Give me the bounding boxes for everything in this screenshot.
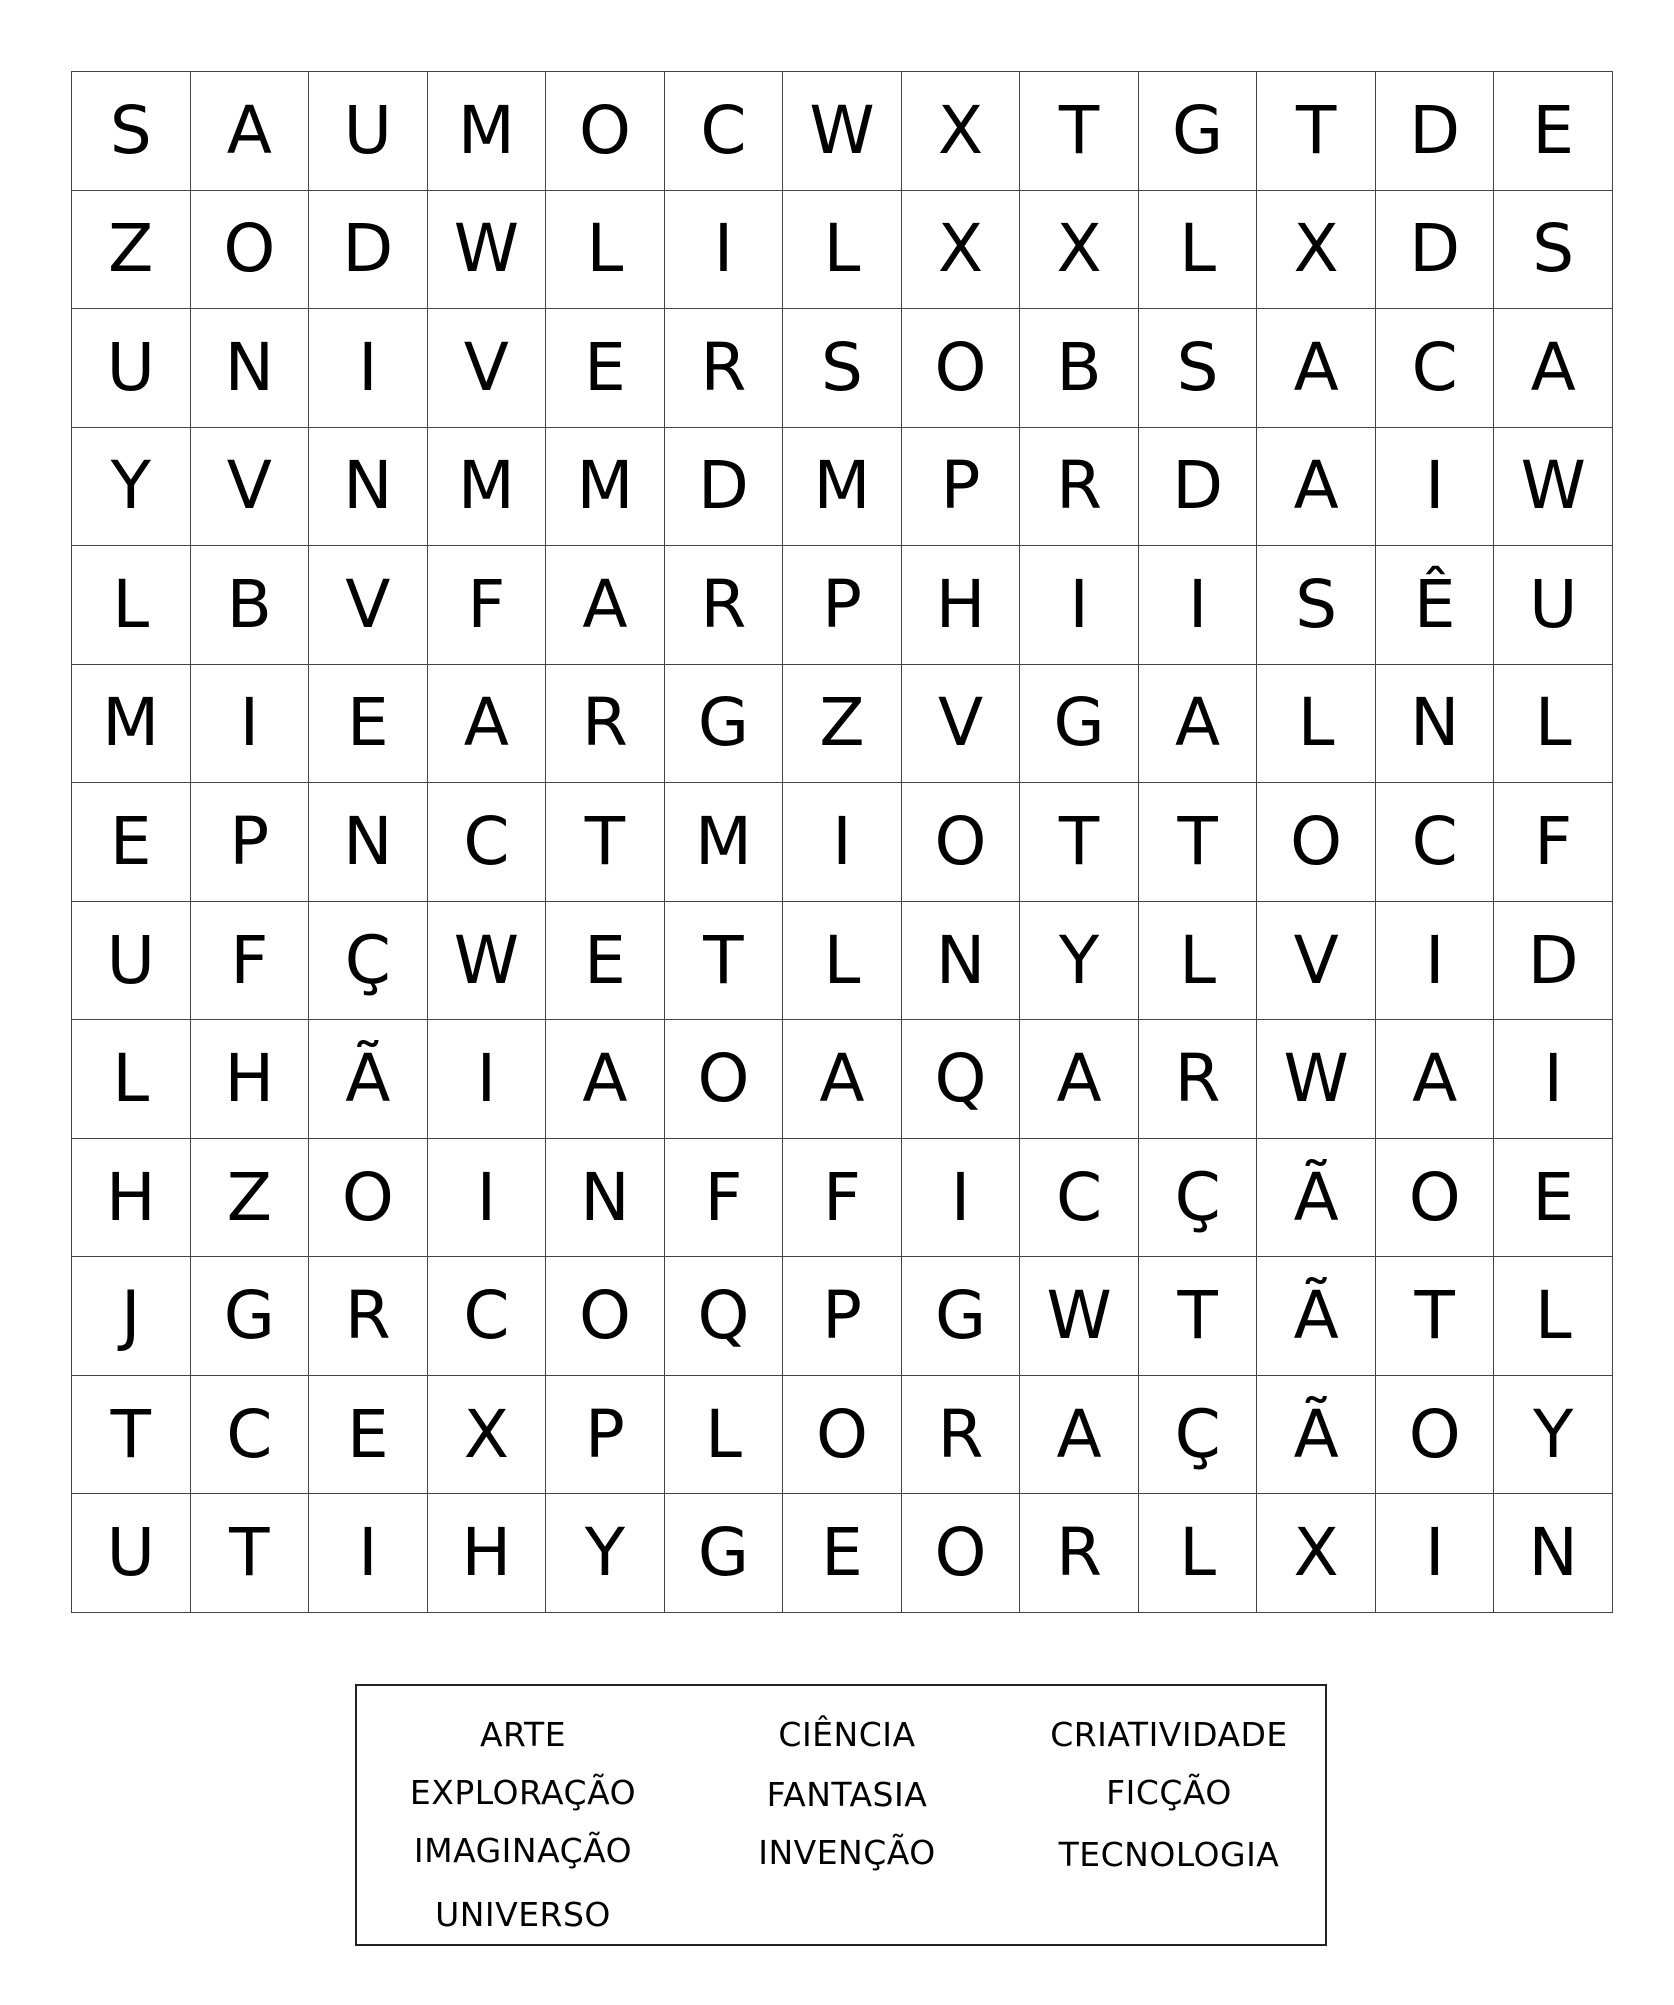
grid-cell[interactable]: I xyxy=(783,783,902,902)
grid-cell[interactable]: T xyxy=(665,902,784,1021)
grid-cell[interactable]: L xyxy=(546,191,665,310)
grid-cell[interactable]: A xyxy=(1376,1020,1495,1139)
grid-cell[interactable]: N xyxy=(309,783,428,902)
grid-cell[interactable]: B xyxy=(191,546,310,665)
grid-cell[interactable]: L xyxy=(783,902,902,1021)
grid-cell[interactable]: R xyxy=(665,309,784,428)
grid-cell[interactable]: Z xyxy=(72,191,191,310)
grid-cell[interactable]: E xyxy=(546,309,665,428)
grid-cell[interactable]: F xyxy=(428,546,547,665)
grid-cell[interactable]: M xyxy=(546,428,665,547)
grid-cell[interactable]: O xyxy=(309,1139,428,1258)
grid-cell[interactable]: A xyxy=(1257,309,1376,428)
grid-cell[interactable]: S xyxy=(1494,191,1613,310)
grid-cell[interactable]: L xyxy=(72,546,191,665)
grid-cell[interactable]: A xyxy=(191,72,310,191)
grid-cell[interactable]: F xyxy=(1494,783,1613,902)
grid-cell[interactable]: D xyxy=(1376,191,1495,310)
grid-cell[interactable]: P xyxy=(902,428,1021,547)
word-column-3 xyxy=(1009,1706,1329,1884)
grid-cell[interactable]: T xyxy=(191,1494,310,1613)
grid-cell[interactable]: T xyxy=(1376,1257,1495,1376)
grid-cell[interactable]: N xyxy=(1494,1494,1613,1613)
grid-cell[interactable]: E xyxy=(546,902,665,1021)
grid-cell[interactable]: W xyxy=(1494,428,1613,547)
grid-cell[interactable]: I xyxy=(309,1494,428,1613)
grid-cell[interactable]: X xyxy=(428,1376,547,1495)
grid-cell[interactable]: I xyxy=(428,1020,547,1139)
word-item: CIÊNCIA xyxy=(778,1715,916,1754)
grid-cell[interactable]: T xyxy=(1139,783,1258,902)
grid-cell[interactable]: Q xyxy=(665,1257,784,1376)
grid-cell[interactable]: U xyxy=(1494,546,1613,665)
grid-cell[interactable]: A xyxy=(1139,665,1258,784)
grid-cell[interactable]: E xyxy=(309,1376,428,1495)
grid-cell[interactable]: H xyxy=(902,546,1021,665)
grid-cell[interactable]: I xyxy=(1020,546,1139,665)
grid-cell[interactable]: W xyxy=(783,72,902,191)
grid-cell[interactable]: S xyxy=(1139,309,1258,428)
word-item: IMAGINAÇÃO xyxy=(413,1831,633,1870)
grid-cell[interactable]: R xyxy=(902,1376,1021,1495)
grid-cell[interactable]: S xyxy=(783,309,902,428)
grid-cell[interactable]: R xyxy=(1020,428,1139,547)
grid-cell[interactable]: X xyxy=(1257,1494,1376,1613)
grid-cell[interactable]: X xyxy=(902,191,1021,310)
grid-cell[interactable]: C xyxy=(1020,1139,1139,1258)
grid-cell[interactable]: G xyxy=(665,1494,784,1613)
grid-cell[interactable]: C xyxy=(665,72,784,191)
grid-cell[interactable]: T xyxy=(1020,783,1139,902)
word-item: ARTE xyxy=(479,1715,567,1754)
letter-grid xyxy=(71,71,1613,1613)
grid-cell[interactable]: M xyxy=(428,428,547,547)
grid-cell[interactable]: T xyxy=(546,783,665,902)
grid-cell[interactable]: E xyxy=(1494,1139,1613,1258)
grid-cell[interactable]: R xyxy=(1139,1020,1258,1139)
grid-cell[interactable]: U xyxy=(72,309,191,428)
word-list-box xyxy=(355,1684,1327,1946)
grid-cell[interactable]: O xyxy=(1257,783,1376,902)
grid-cell[interactable]: W xyxy=(1257,1020,1376,1139)
grid-cell[interactable]: A xyxy=(1257,428,1376,547)
grid-cell[interactable]: Ã xyxy=(1257,1376,1376,1495)
grid-cell[interactable]: O xyxy=(783,1376,902,1495)
word-item: CRIATIVIDADE xyxy=(1050,1715,1288,1754)
grid-cell[interactable]: D xyxy=(665,428,784,547)
grid-cell[interactable]: C xyxy=(1376,783,1495,902)
grid-cell[interactable]: L xyxy=(665,1376,784,1495)
grid-cell[interactable]: V xyxy=(428,309,547,428)
grid-cell[interactable]: N xyxy=(1376,665,1495,784)
grid-cell[interactable]: Ã xyxy=(1257,1139,1376,1258)
grid-cell[interactable]: I xyxy=(1376,902,1495,1021)
grid-cell[interactable]: E xyxy=(1494,72,1613,191)
grid-cell[interactable]: C xyxy=(191,1376,310,1495)
grid-cell[interactable]: R xyxy=(546,665,665,784)
grid-cell[interactable]: T xyxy=(1257,72,1376,191)
grid-cell[interactable]: C xyxy=(428,783,547,902)
grid-cell[interactable]: L xyxy=(1139,902,1258,1021)
grid-cell[interactable]: D xyxy=(1376,72,1495,191)
grid-cell[interactable]: N xyxy=(309,428,428,547)
grid-cell[interactable]: F xyxy=(783,1139,902,1258)
grid-cell[interactable]: E xyxy=(72,783,191,902)
grid-cell[interactable]: O xyxy=(546,72,665,191)
grid-cell[interactable]: F xyxy=(191,902,310,1021)
grid-cell[interactable]: R xyxy=(1020,1494,1139,1613)
grid-cell[interactable]: P xyxy=(783,1257,902,1376)
grid-cell[interactable]: Ã xyxy=(1257,1257,1376,1376)
grid-cell[interactable]: R xyxy=(665,546,784,665)
grid-cell[interactable]: O xyxy=(546,1257,665,1376)
grid-cell[interactable]: P xyxy=(191,783,310,902)
word-item: FANTASIA xyxy=(766,1775,928,1814)
grid-cell[interactable]: L xyxy=(1494,1257,1613,1376)
grid-cell[interactable]: R xyxy=(309,1257,428,1376)
grid-cell[interactable]: D xyxy=(1139,428,1258,547)
grid-cell[interactable]: A xyxy=(428,665,547,784)
grid-cell[interactable]: I xyxy=(309,309,428,428)
grid-cell[interactable]: M xyxy=(428,72,547,191)
grid-cell[interactable]: Ç xyxy=(309,902,428,1021)
grid-cell[interactable]: M xyxy=(665,783,784,902)
grid-cell[interactable]: Ã xyxy=(309,1020,428,1139)
grid-cell[interactable]: I xyxy=(1494,1020,1613,1139)
grid-cell[interactable]: M xyxy=(783,428,902,547)
grid-cell[interactable]: V xyxy=(902,665,1021,784)
word-item: TECNOLOGIA xyxy=(1058,1835,1280,1874)
grid-cell[interactable]: I xyxy=(428,1139,547,1258)
grid-cell[interactable]: O xyxy=(902,309,1021,428)
grid-cell[interactable]: H xyxy=(72,1139,191,1258)
grid-cell[interactable]: Z xyxy=(191,1139,310,1258)
grid-cell[interactable]: A xyxy=(546,1020,665,1139)
grid-cell[interactable]: A xyxy=(1494,309,1613,428)
grid-cell[interactable]: Ç xyxy=(1139,1139,1258,1258)
grid-cell[interactable]: T xyxy=(1139,1257,1258,1376)
grid-cell[interactable]: A xyxy=(1020,1020,1139,1139)
grid-cell[interactable]: M xyxy=(72,665,191,784)
grid-cell[interactable]: J xyxy=(72,1257,191,1376)
grid-cell[interactable]: G xyxy=(191,1257,310,1376)
grid-cell[interactable]: Y xyxy=(1020,902,1139,1021)
grid-cell[interactable]: X xyxy=(902,72,1021,191)
grid-cell[interactable]: A xyxy=(1020,1376,1139,1495)
grid-cell[interactable]: I xyxy=(902,1139,1021,1258)
grid-cell[interactable]: D xyxy=(1494,902,1613,1021)
grid-cell[interactable]: B xyxy=(1020,309,1139,428)
grid-cell[interactable]: I xyxy=(1376,428,1495,547)
grid-cell[interactable]: A xyxy=(783,1020,902,1139)
grid-cell[interactable]: L xyxy=(72,1020,191,1139)
grid-cell[interactable]: D xyxy=(309,191,428,310)
word-column-2 xyxy=(687,1706,1007,1882)
grid-cell[interactable]: U xyxy=(72,902,191,1021)
grid-cell[interactable]: X xyxy=(1257,191,1376,310)
grid-cell[interactable]: L xyxy=(1139,1494,1258,1613)
grid-cell[interactable]: L xyxy=(1494,665,1613,784)
grid-cell[interactable]: U xyxy=(309,72,428,191)
grid-cell[interactable]: E xyxy=(783,1494,902,1613)
grid-cell[interactable]: G xyxy=(902,1257,1021,1376)
grid-cell[interactable]: I xyxy=(191,665,310,784)
grid-cell[interactable]: Q xyxy=(902,1020,1021,1139)
word-column-1 xyxy=(363,1706,683,1944)
grid-cell[interactable]: W xyxy=(1020,1257,1139,1376)
grid-cell[interactable]: C xyxy=(428,1257,547,1376)
grid-cell[interactable]: Y xyxy=(1494,1376,1613,1495)
grid-cell[interactable]: U xyxy=(72,1494,191,1613)
grid-cell[interactable]: W xyxy=(428,902,547,1021)
grid-cell[interactable]: X xyxy=(1020,191,1139,310)
grid-cell[interactable]: G xyxy=(665,665,784,784)
grid-cell[interactable]: Y xyxy=(72,428,191,547)
grid-cell[interactable]: P xyxy=(783,546,902,665)
word-item: EXPLORAÇÃO xyxy=(409,1773,637,1812)
grid-cell[interactable]: V xyxy=(191,428,310,547)
grid-cell[interactable]: L xyxy=(1139,191,1258,310)
word-item: INVENÇÃO xyxy=(758,1833,936,1872)
grid-cell[interactable]: S xyxy=(1257,546,1376,665)
grid-cell[interactable]: F xyxy=(665,1139,784,1258)
grid-cell[interactable]: N xyxy=(546,1139,665,1258)
grid-cell[interactable]: G xyxy=(1020,665,1139,784)
grid-cell[interactable]: S xyxy=(72,72,191,191)
grid-cell[interactable]: H xyxy=(428,1494,547,1613)
grid-cell[interactable]: O xyxy=(902,783,1021,902)
grid-cell[interactable]: W xyxy=(428,191,547,310)
grid-cell[interactable]: H xyxy=(191,1020,310,1139)
grid-cell[interactable]: I xyxy=(1376,1494,1495,1613)
grid-cell[interactable]: T xyxy=(1020,72,1139,191)
grid-cell[interactable]: Ê xyxy=(1376,546,1495,665)
grid-cell[interactable]: N xyxy=(191,309,310,428)
grid-cell[interactable]: E xyxy=(309,665,428,784)
grid-cell[interactable]: A xyxy=(546,546,665,665)
grid-cell[interactable]: V xyxy=(309,546,428,665)
grid-cell[interactable]: O xyxy=(665,1020,784,1139)
grid-cell[interactable]: O xyxy=(1376,1139,1495,1258)
grid-cell[interactable]: I xyxy=(1139,546,1258,665)
grid-cell[interactable]: L xyxy=(783,191,902,310)
grid-cell[interactable]: C xyxy=(1376,309,1495,428)
word-item: UNIVERSO xyxy=(435,1895,611,1934)
grid-cell[interactable]: V xyxy=(1257,902,1376,1021)
grid-cell[interactable]: T xyxy=(72,1376,191,1495)
grid-cell[interactable]: P xyxy=(546,1376,665,1495)
grid-cell[interactable]: Ç xyxy=(1139,1376,1258,1495)
grid-cell[interactable]: N xyxy=(902,902,1021,1021)
grid-cell[interactable]: O xyxy=(1376,1376,1495,1495)
grid-cell[interactable]: L xyxy=(1257,665,1376,784)
grid-cell[interactable]: G xyxy=(1139,72,1258,191)
grid-cell[interactable]: I xyxy=(665,191,784,310)
grid-cell[interactable]: O xyxy=(191,191,310,310)
grid-cell[interactable]: Y xyxy=(546,1494,665,1613)
grid-cell[interactable]: Z xyxy=(783,665,902,784)
grid-cell[interactable]: O xyxy=(902,1494,1021,1613)
word-item: FICÇÃO xyxy=(1106,1773,1232,1812)
